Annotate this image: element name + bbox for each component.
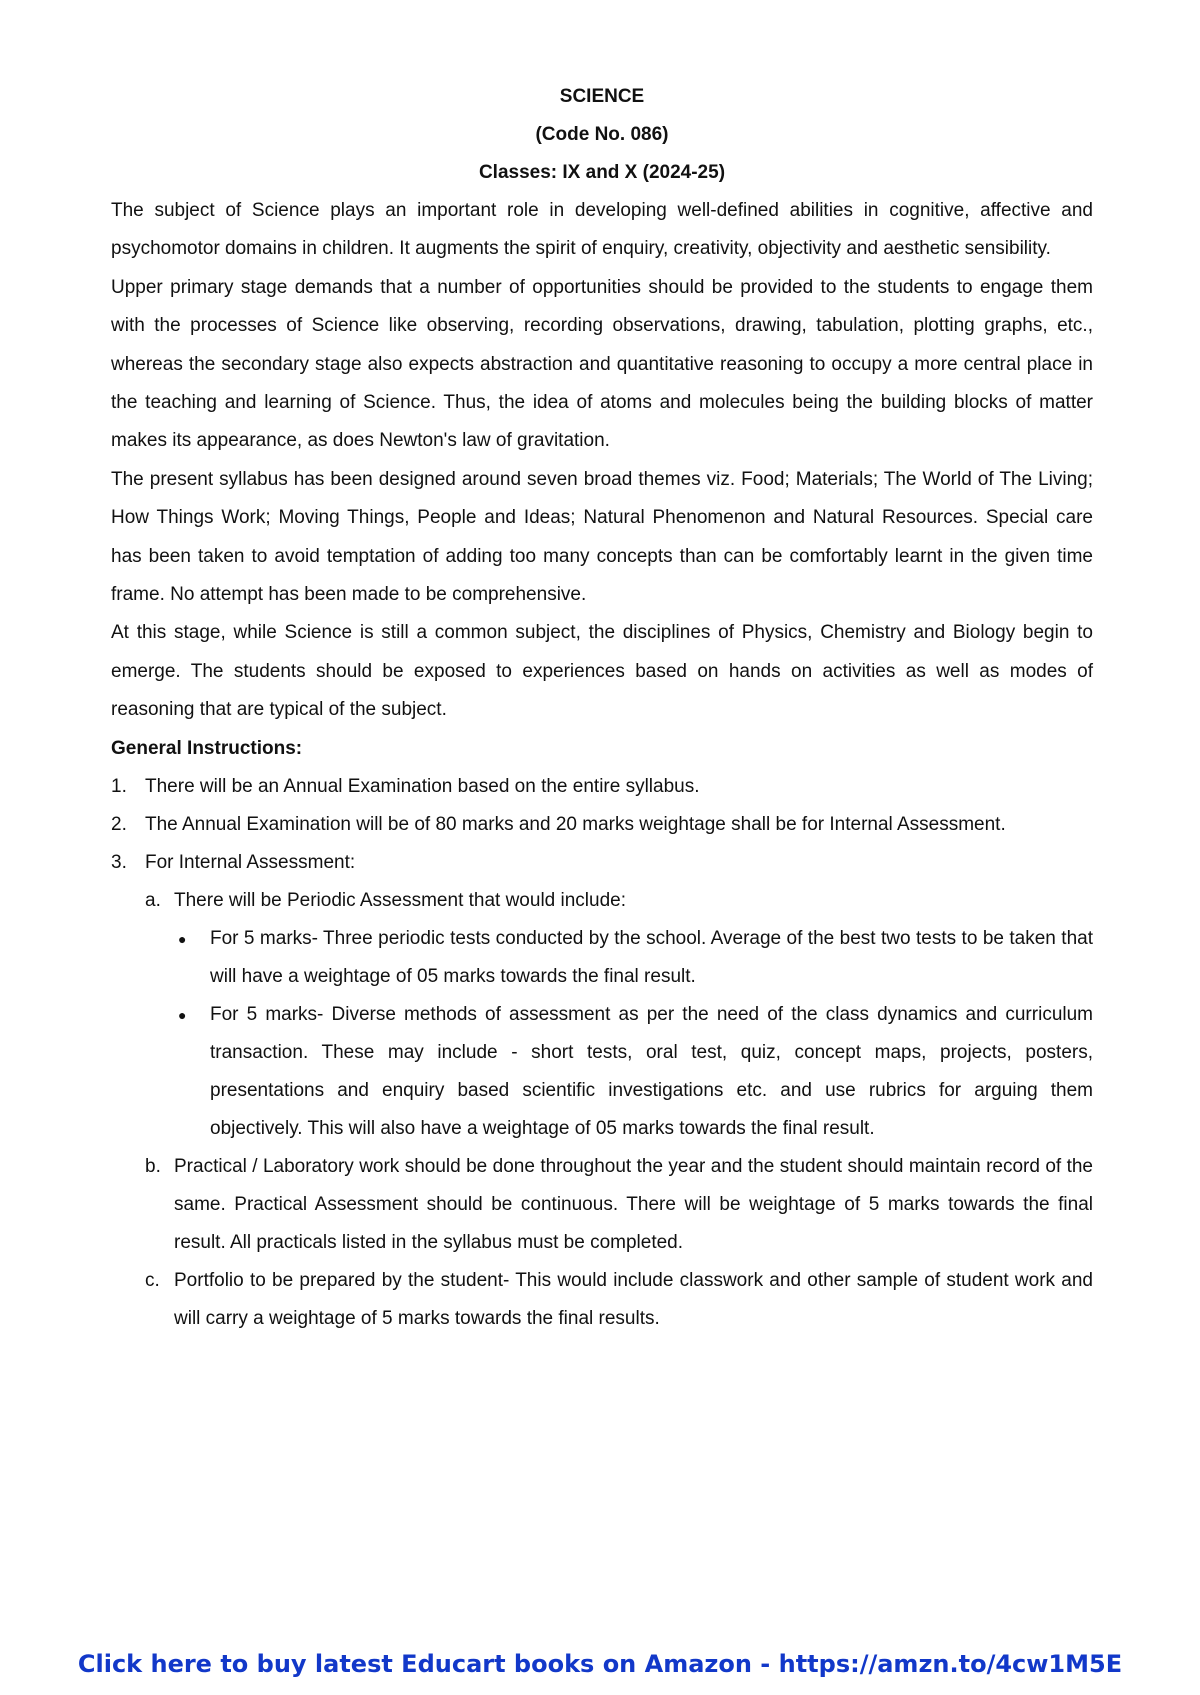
bullet-text: For 5 marks- Three periodic tests conducted by the school. Average of the best two tests to be taken that will have a weightage of 05 marks towards the final result. [210,927,1093,987]
list-marker: c. [145,1269,160,1291]
instruction-item [111,844,1093,1338]
intro-paragraph: The subject of Science plays an important role in developing well-defined abilities in cognitive, affective and psychomotor domains in children. It augments the spirit of enquiry, creativity, objectivity and aesthetic sensibility. [111,200,1093,260]
amazon-promo-link[interactable]: Click here to buy latest Educart books on Amazon - https://amzn.to/4cw1M5E [77,1650,1123,1678]
bullet-icon: ● [178,1006,187,1023]
sub-instruction-item [145,882,1093,1148]
instruction-item [111,806,1093,844]
page-content [111,78,1093,1338]
disciplines-paragraph: At this stage, while Science is still a common subject, the disciplines of Physics, Chemistry and Biology begin to emerge. The students should be exposed to experiences based on hands on activities as well as modes of reasoning that are typical of the subject. [111,622,1093,721]
instruction-text: For Internal Assessment: [145,851,356,873]
general-instructions-heading: General Instructions: [111,737,303,759]
internal-assessment-sublist [145,882,1093,1338]
bullet-icon: ● [178,930,187,947]
list-marker: 3. [111,851,127,873]
upper-primary-paragraph: Upper primary stage demands that a number of opportunities should be provided to the students to engage them with the processes of Science like observing, recording observations, drawing, tabulation, plotting graphs, etc., whereas the secondary stage also expects abstraction and quantitative reasoning to occupy a more central place in the teaching and learning of Science. Thus, the idea of atoms and molecules being the building blocks of matter makes its appearance, as does Newton's law of gravitation. [111,276,1093,452]
bullet-item [174,996,1093,1148]
list-marker: b. [145,1155,161,1177]
bullet-text: For 5 marks- Diverse methods of assessment as per the need of the class dynamics and curriculum transaction. These may include - short tests, oral test, quiz, concept maps, projects, posters, presentations and enquiry based scientific investigations etc. and use rubrics for arguing them objectively. This will also have a weightage of 05 marks towards the final result. [210,1003,1093,1139]
classes-line: Classes: IX and X (2024-25) [478,162,726,183]
instruction-text: The Annual Examination will be of 80 marks and 20 marks weightage shall be for Internal Assessment. [145,813,1006,835]
list-marker: 1. [111,775,127,797]
sub-instruction-item [145,1148,1093,1262]
bullet-item [174,920,1093,996]
document-title: SCIENCE [559,86,645,107]
periodic-assessment-bullets [174,920,1093,1148]
list-marker: a. [145,889,161,911]
syllabus-themes-paragraph: The present syllabus has been designed around seven broad themes viz. Food; Materials; The World of The Living; How Things Work; Moving Things, People and Ideas; Natural Phenomenon and Natural Resources. Special care has been taken to avoid temptation of adding too many concepts than can be comfortably learnt in the given time frame. No attempt has been made to be comprehensive. [111,468,1093,606]
instruction-text: There will be an Annual Examination based on the entire syllabus. [145,775,700,797]
sub-instruction-text: Practical / Laboratory work should be done throughout the year and the student should maintain record of the same. Practical Assessment should be continuous. There will be weightage of 5 marks towards the final result. All practicals listed in the syllabus must be completed. [174,1155,1093,1253]
list-marker: 2. [111,813,127,835]
subject-code: (Code No. 086) [535,124,669,145]
sub-instruction-text: Portfolio to be prepared by the student- This would include classwork and other sample of student work and will carry a weightage of 5 marks towards the final results. [174,1269,1093,1329]
instruction-item [111,768,1093,806]
instructions-list [111,768,1093,1338]
sub-instruction-item [145,1262,1093,1338]
sub-instruction-text: There will be Periodic Assessment that would include: [174,889,627,911]
